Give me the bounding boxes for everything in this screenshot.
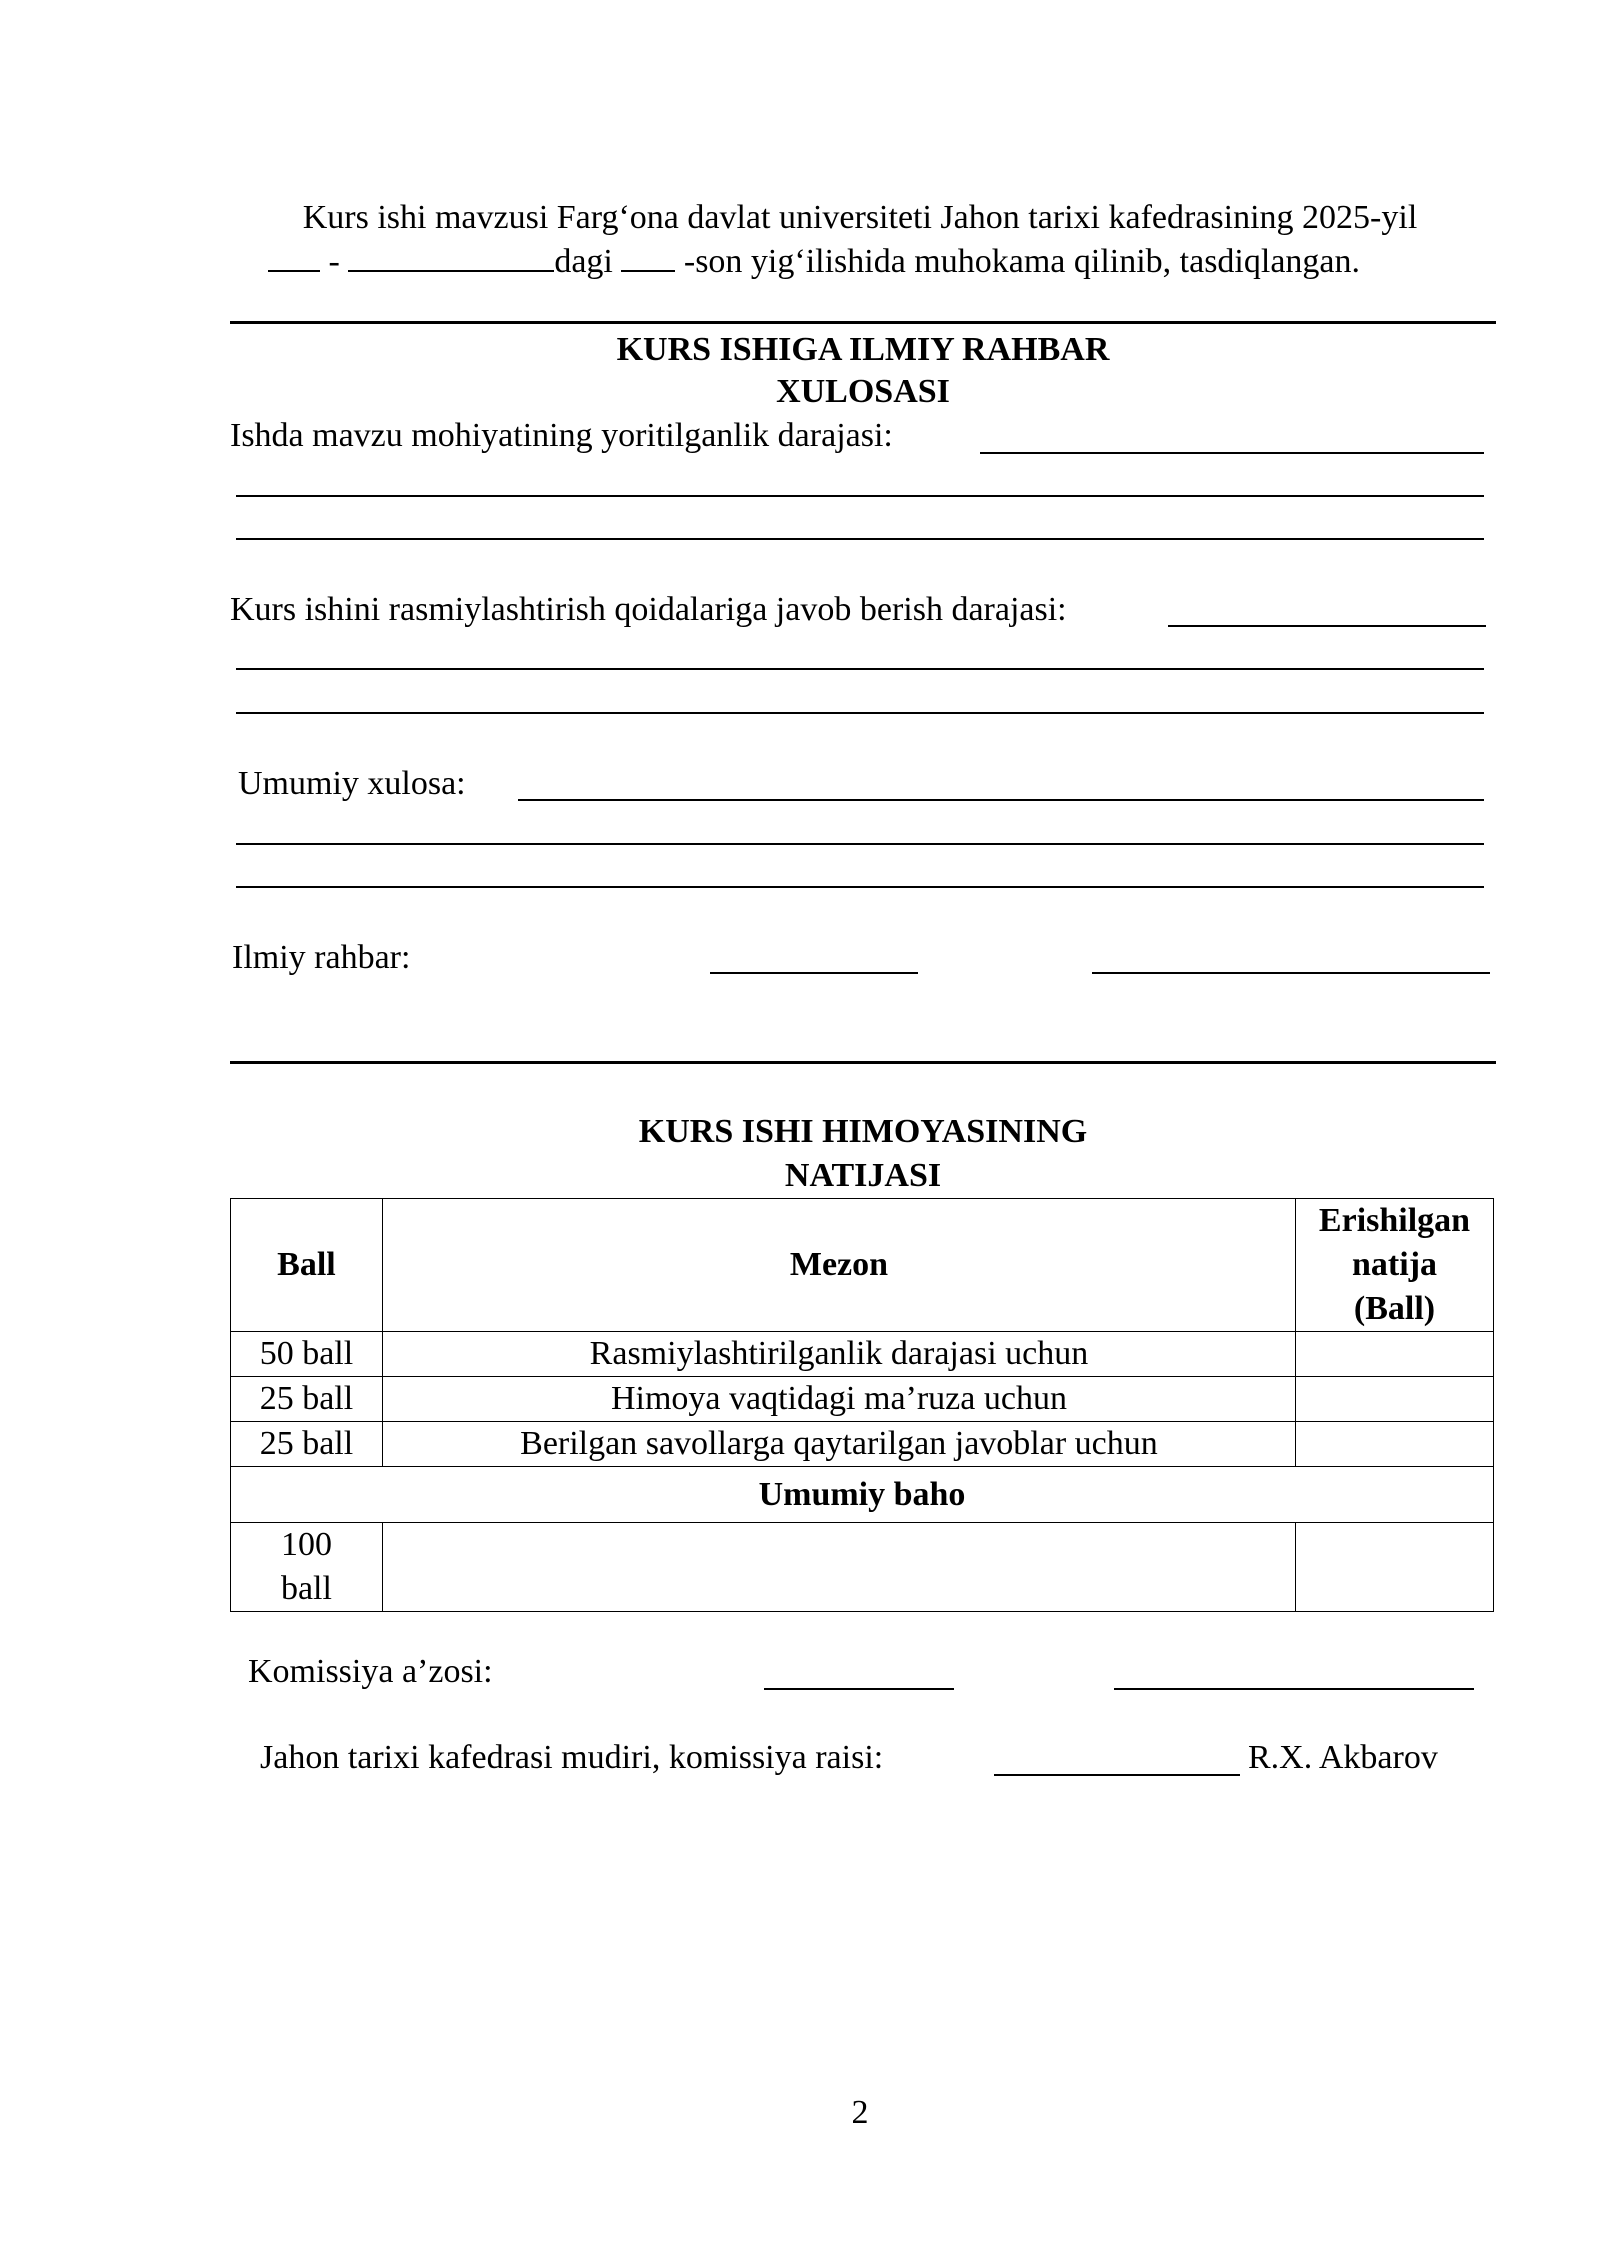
conclusion-field-line-3 (236, 886, 1484, 888)
row-ball: 25 ball (231, 1377, 383, 1422)
intro-rest: -son yig‘ilishida muhokama qilinib, tasdiqlangan. (683, 243, 1361, 280)
conclusion-field-label: Umumiy xulosa: (238, 765, 466, 802)
rules-field-line-2 (236, 668, 1484, 670)
supervisor-signature-line (710, 972, 918, 974)
supervisor-name-line (1092, 972, 1490, 974)
header-result-line-1: Erishilgan (1318, 1202, 1471, 1239)
row-ball: 25 ball (231, 1422, 383, 1467)
header-result-line-2: natija (1352, 1246, 1438, 1283)
total-ball-line-1: 100 (280, 1526, 332, 1563)
results-table (230, 1198, 1494, 1612)
row-result (1296, 1422, 1494, 1467)
table-row (231, 1332, 1494, 1377)
total-ball-line-2: ball (280, 1570, 332, 1607)
rules-field-line-3 (236, 712, 1484, 714)
total-ball (231, 1523, 383, 1612)
header-ball: Ball (231, 1199, 383, 1332)
row-result (1296, 1332, 1494, 1377)
page-number: 2 (851, 2094, 869, 2131)
supervisor-title-line-1: KURS ISHIGA ILMIY RAHBAR (616, 331, 1110, 368)
rules-field-label: Kurs ishini rasmiylashtirish qoidalariga javob berish darajasi: (230, 591, 1067, 628)
row-criterion: Rasmiylashtirilganlik darajasi uchun (382, 1332, 1295, 1377)
total-label: Umumiy baho (231, 1467, 1494, 1523)
total-result-cell (1296, 1523, 1494, 1612)
commission-member-label: Komissiya a’zosi: (248, 1653, 493, 1690)
total-row (231, 1523, 1494, 1612)
defense-title-line-1: KURS ISHI HIMOYASINING (638, 1113, 1088, 1150)
topic-field-line (980, 452, 1484, 454)
day-blank (268, 240, 320, 272)
topic-field-line-2 (236, 495, 1484, 497)
topic-field-line-3 (236, 538, 1484, 540)
head-label: Jahon tarixi kafedrasi mudiri, komissiya raisi: (260, 1739, 884, 1776)
header-result-line-3: (Ball) (1353, 1290, 1436, 1327)
intro-dash: - (328, 243, 340, 280)
head-name: R.X. Akbarov (1248, 1739, 1438, 1776)
intro-line-2 (268, 240, 1360, 284)
row-criterion: Himoya vaqtidagi ma’ruza uchun (382, 1377, 1295, 1422)
intro-line-1: Kurs ishi mavzusi Farg‘ona davlat universiteti Jahon tarixi kafedrasining 2025-yil (302, 199, 1418, 236)
conclusion-field-line (518, 799, 1484, 801)
commission-signature-line (764, 1688, 954, 1690)
total-label-row (231, 1467, 1494, 1523)
topic-field-label: Ishda mavzu mohiyatining yoritilganlik darajasi: (230, 417, 893, 454)
table-row (231, 1377, 1494, 1422)
supervisor-field-label: Ilmiy rahbar: (232, 939, 411, 976)
rules-field-line (1168, 625, 1486, 627)
number-blank (621, 240, 675, 272)
supervisor-title-line-2: XULOSASI (776, 373, 950, 410)
head-signature-line (994, 1774, 1240, 1776)
row-ball: 50 ball (231, 1332, 383, 1377)
section-divider (230, 321, 1496, 324)
row-criterion: Berilgan savollarga qaytarilgan javoblar uchun (382, 1422, 1295, 1467)
conclusion-field-line-2 (236, 843, 1484, 845)
intro-dagi: dagi (554, 243, 613, 280)
commission-name-line (1114, 1688, 1474, 1690)
month-blank (348, 240, 554, 272)
table-row (231, 1422, 1494, 1467)
section-divider-2 (230, 1061, 1496, 1064)
total-criterion-cell (382, 1523, 1295, 1612)
defense-title-line-2: NATIJASI (784, 1157, 942, 1194)
header-criterion: Mezon (382, 1199, 1295, 1332)
table-header-row (231, 1199, 1494, 1332)
header-result (1296, 1199, 1494, 1332)
row-result (1296, 1377, 1494, 1422)
